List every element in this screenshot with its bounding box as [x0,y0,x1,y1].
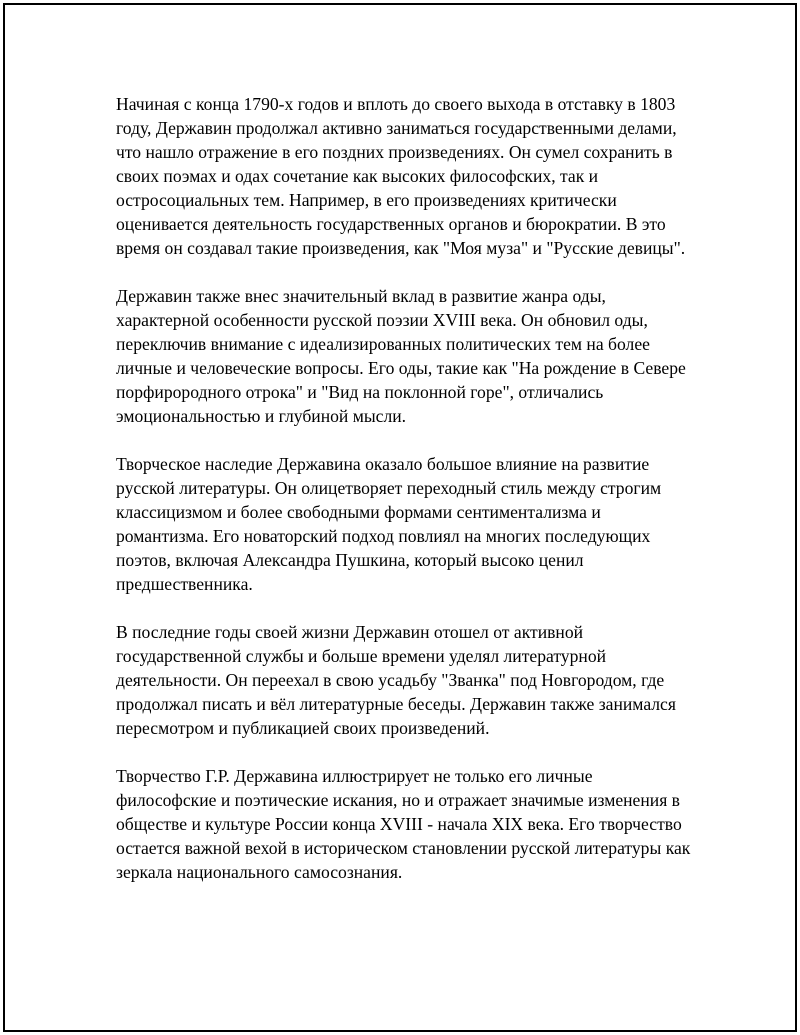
paragraph-4: В последние годы своей жизни Державин отошел от активной государственной службы и больше времени уделял литературной деятельности. Он переехал в свою усадьбу "Званка" под Новгородом, где продолжал писать и вёл литературные беседы. Державин также занимался пересмотром и публикацией своих произведений. [116,622,676,738]
paragraph-1: Начиная с конца 1790-х годов и вплоть до своего выхода в отставку в 1803 году, Державин продолжал активно заниматься государственными делами, что нашло отражение в его поздних произведениях. Он сумел сохранить в своих поэмах и одах сочетание как высоких философских, так и остросоциальных тем. Например, в его произведениях критически оценивается деятельность государственных органов и бюрократии. В это время он создавал такие произведения, как "Моя муза" и "Русские девицы". [116,94,686,258]
document-body [116,92,696,884]
paragraph-2: Державин также внес значительный вклад в развитие жанра оды, характерной особенности русской поэзии XVIII века. Он обновил оды, переключив внимание с идеализированных политических тем на более личные и человеческие вопросы. Его оды, такие как "На рождение в Севере порфирородного отрока" и "Вид на поклонной горе", отличались эмоциональностью и глубиной мысли. [116,286,686,426]
paragraph-5: Творчество Г.Р. Державина иллюстрирует не только его личные философские и поэтические искания, но и отражает значимые изменения в обществе и культуре России конца XVIII - начала XIX века. Его творчество остается важной вехой в историческом становлении русской литературы как зеркала национального самосознания. [116,766,691,882]
paragraph-3: Творческое наследие Державина оказало большое влияние на развитие русской литературы. Он олицетворяет переходный стиль между строгим классицизмом и более свободными формами сентиментализма и романтизма. Его новаторский подход повлиял на многих последующих поэтов, включая Александра Пушкина, который высоко ценил предшественника. [116,454,662,594]
